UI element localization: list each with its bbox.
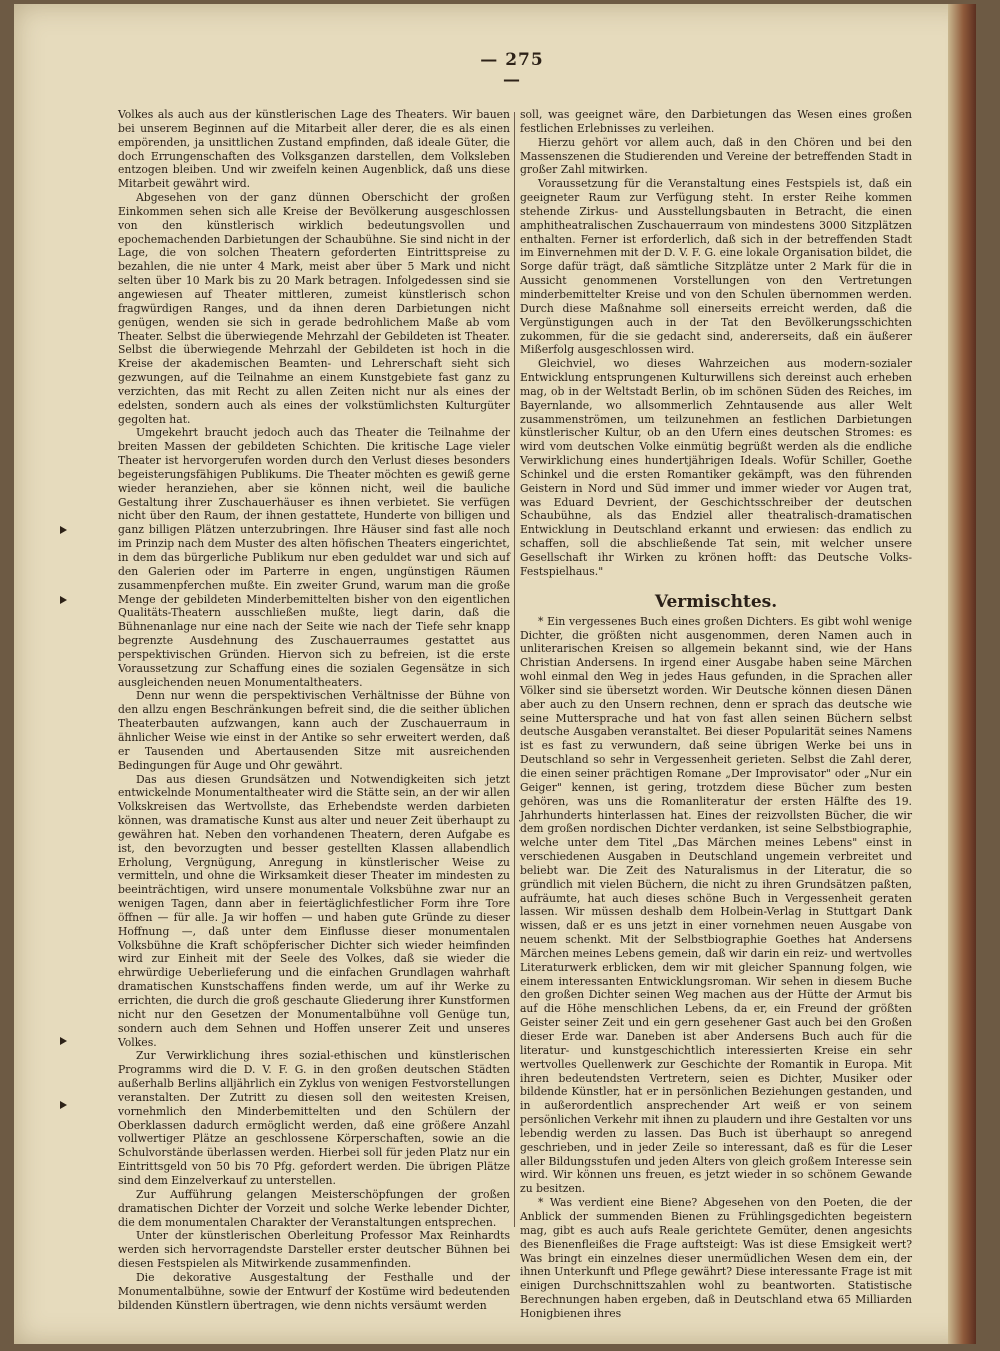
paragraph: Denn nur wenn die perspektivischen Verhältnisse der Bühne von den allzu engen Beschränkungen befreit sind, die die seither üblichen Theaterbauten aufzwangen, kann auch der Zuschauerraum in ähnlicher Weise wie einst in der Antike so sehr erweitert werden, daß er Tausenden und Abertausenden Sitze mit ausreichenden Bedingungen für Auge und Ohr gewährt. <box>118 689 510 772</box>
right-column <box>520 108 912 1321</box>
paragraph: Hierzu gehört vor allem auch, daß in den Chören und bei den Massenszenen die Studierenden und Vereine der betreffenden Stadt in großer Zahl mitwirken. <box>520 135 912 177</box>
paragraph: Zur Aufführung gelangen Meisterschöpfungen der großen dramatischen Dichter der Vorzeit und solche Werke lebender Dichter, die dem monumentalen Charakter der Veranstaltungen entsprechen. <box>118 1187 510 1229</box>
newspaper-page <box>14 4 976 1344</box>
paragraph: Volkes als auch aus der künstlerischen Lage des Theaters. Wir bauen bei unserem Beginnen auf die Mitarbeit aller derer, die es als einen empörenden, ja unsittlichen Zustand empfinden, daß ideale Güter, die doch Errungenschaften des Volksganzen darstellen, dem Volksleben entzogen bleiben. Und wir zweifeln keinen Augenblick, daß uns diese Mitarbeit gewährt wird. <box>118 108 510 191</box>
paragraph: Unter der künstlerischen Oberleitung Professor Max Reinhardts werden sich hervorragendste Darsteller erster deutscher Bühnen bei diesen Festspielen als Mitwirkende zusammenfinden. <box>118 1229 510 1271</box>
paragraph: Gleichviel, wo dieses Wahrzeichen aus modern-sozialer Entwicklung entsprungenen Kulturwillens sich dereinst auch erheben mag, ob in der Weltstadt Berlin, ob im schönen Süden des Reiches, im Bayernlande, wo allsommerlich Zehntausende aus aller Welt zusammenströmen, um teilzunehmen an festlichen Darbietungen künstlerischer Kultur, ob an den Ufern eines deutschen Stromes: es wird vom deutschen Volke einmütig begrüßt werden als die endliche Verwirklichung eines hundertjährigen Ideals. Wofür Schiller, Goethe Schinkel und die ersten Romantiker gekämpft, was den führenden Geistern in Nord und Süd immer und immer wieder vor Augen trat, was Eduard Devrient, der Geschichtsschreiber der deutschen Schaubühne, als das Endziel aller theatralisch-dramatischen Entwicklung in Deutschland erkannt und erwiesen: das endlich zu schaffen, soll die abschließende Tat sein, mit welcher unsere Gesellschaft ihr Wirken zu krönen hofft: das Deutsche Volks-Festspielhaus." <box>520 357 912 578</box>
paragraph: soll, was geeignet wäre, den Darbietungen das Wesen eines großen festlichen Erlebnisses zu verleihen. <box>520 108 912 135</box>
left-column <box>118 108 510 1312</box>
margin-marker-icon <box>60 1101 67 1109</box>
paragraph: Umgekehrt braucht jedoch auch das Theater die Teilnahme der breiten Massen der gebildeten Schichten. Die kritische Lage vieler Theater ist hervorgerufen worden durch den Verlust dieses besonders begeisterungsfähigen Publikums. Die Theater möchten es gewiß gerne wieder heranziehen, aber sie können nicht, weil die bauliche Gestaltung ihrer Zuschauerhäuser es ihnen verbietet. Sie verfügen nicht über den Raum, der ihnen gestattete, Hunderte von billigen und ganz billigen Plätzen unterzubringen. Ihre Häuser sind fast alle noch im Prinzip nach dem Muster des alten höfischen Theaters eingerichtet, in dem das bürgerliche Publikum nur eben geduldet war und sich auf den Galerien oder im Parterre in engen, ungünstigen Räumen zusammenpferchen mußte. Ein zweiter Grund, warum man die große Menge der gebildeten Minderbemittelten bisher von den eigentlichen Qualitäts-Theatern ausschließen mußte, liegt darin, daß die Bühnenanlage nur eine nach der Seite wie nach der Tiefe sehr knapp begrenzte Ausdehnung des Zuschauerraumes gestattet aus perspektivischen Gründen. Hiervon sich zu befreien, ist die erste Voraussetzung zur Schaffung eines die sozialen Gegensätze in sich ausgleichenden neuen Monumentaltheaters. <box>118 426 510 689</box>
paragraph: * Was verdient eine Biene? Abgesehen von den Poeten, die der Anblick der summenden Bienen zu Frühlingsgedichten begeistern mag, gibt es auch aufs Reale gerichtete Gemüter, denen angesichts des Bienenfleißes die Frage auftsteigt: Was ist diese Emsigkeit wert? Was bringt ein einzelnes dieser unermüdlichen Wesen dem ein, der ihnen Unterkunft und Pflege gewährt? Diese interessante Frage ist mit einigen Durchschnittszahlen wohl zu beantworten. Statistische Berechnungen haben ergeben, daß in Deutschland etwa 65 Milliarden Honigbienen ihres <box>520 1196 912 1320</box>
paragraph: Abgesehen von der ganz dünnen Oberschicht der großen Einkommen sehen sich alle Kreise der Bevölkerung ausgeschlossen von den künstlerisch wirklich bedeutungsvollen und epochemachenden Darbietungen der Schaubühne. Sie sind nicht in der Lage, die von solchen Theatern geforderten Eintrittspreise zu bezahlen, die nie unter 4 Mark, meist aber über 5 Mark und nicht selten über 10 Mark bis zu 20 Mark betragen. Infolgedessen sind sie angewiesen auf Theater mittleren, zumeist künstlerisch schon fragwürdigen Ranges, und da ihnen deren Darbietungen nicht genügen, wenden sie sich in gerade bedrohlichem Maße ab vom Theater. Selbst die überwiegende Mehrzahl der Gebildeten ist Theater. Selbst die überwiegende Mehrzahl der Gebildeten ist hoch in die Kreise der akademischen Beamten- und Lehrerschaft sieht sich gezwungen, auf die Teilnahme an einem Kunstgebiete fast ganz zu verzichten, das mit Recht zu allen Zeiten nicht nur als eines der edelsten, sondern auch als eines der volkstümlichsten Kulturgüter gegolten hat. <box>118 191 510 426</box>
paragraph: Das aus diesen Grundsätzen und Notwendigkeiten sich jetzt entwickelnde Monumentaltheater wird die Stätte sein, an der wir allen Volkskreisen das Wertvollste, das Erhebendste werden darbieten können, was dramatische Kunst aus alter und neuer Zeit überhaupt zu gewähren hat. Neben den vorhandenen Theatern, deren Aufgabe es ist, den bevorzugten und besser gestellten Klassen allabendlich Erholung, Vergnügung, Anregung in künstlerischer Weise zu vermitteln, und ohne die Wirksamkeit dieser Theater im mindesten zu beeinträchtigen, wird unsere monumentale Volksbühne zwar nur an wenigen Tagen, dann aber in feiertäglichfestlicher Form ihre Tore öffnen — für alle. Ja wir hoffen — und haben gute Gründe zu dieser Hoffnung —, daß unter dem Einflusse dieser monumentalen Volksbühne die Kraft schöpferischer Dichter sich wieder heimfinden wird zur Einheit mit der Seele des Volkes, daß sie wieder die ehrwürdige Ueberlieferung und die einfachen Grundlagen wahrhaft dramatischen Kunstschaffens finden werde, um auf ihr Werke zu errichten, die durch die groß geschaute Gliederung ihrer Kunstformen nicht nur den Gesetzen der Monumentalbühne voll Genüge tun, sondern auch dem Sehnen und Hoffen unserer Zeit und unseres Volkes. <box>118 772 510 1049</box>
book-spine <box>948 4 976 1344</box>
paragraph: Voraussetzung für die Veranstaltung eines Festspiels ist, daß ein geeigneter Raum zur Verfügung steht. In erster Reihe kommen stehende Zirkus- und Ausstellungsbauten in Betracht, die einen amphitheatralischen Zuschauerraum von mindestens 3000 Sitzplätzen enthalten. Ferner ist erforderlich, daß sich in der betreffenden Stadt im Einvernehmen mit der D. V. F. G. eine lokale Organisation bildet, die Sorge dafür trägt, daß sämtliche Sitzplätze unter 2 Mark für die in Aussicht genommenen Vorstellungen von den Vertretungen minderbemittelter Kreise und von den Schulen übernommen werden. Durch diese Maßnahme soll einerseits erreicht werden, daß die Vergünstigungen auch in der Tat den Bevölkerungsschichten zukommen, für die sie gedacht sind, andererseits, daß ein äußerer Mißerfolg ausgeschlossen wird. <box>520 177 912 357</box>
paragraph: Die dekorative Ausgestaltung der Festhalle und der Monumentalbühne, sowie der Entwurf der Kostüme wird bedeutenden bildenden Künstlern übertragen, wie denn nichts versäumt werden <box>118 1270 510 1312</box>
column-divider <box>514 112 515 1227</box>
margin-marker-icon <box>60 526 67 534</box>
section-heading: Vermischtes. <box>654 591 778 612</box>
paragraph: Zur Verwirklichung ihres sozial-ethischen und künstlerischen Programms wird die D. V. F. G. in den großen deutschen Städten außerhalb Berlins alljährlich ein Zyklus von wenigen Festvorstellungen veranstalten. Der Zutritt zu diesen soll den weitesten Kreisen, vornehmlich den Minderbemittelten und den Schülern der Oberklassen dadurch ermöglicht werden, daß eine größere Anzahl vollwertiger Plätze an geschlossene Körperschaften, sowie an die Schulvorstände überlassen werden. Hierbei soll für jeden Platz nur ein Eintrittsgeld von 50 bis 70 Pfg. gefordert werden. Die übrigen Plätze sind dem Einzelverkauf zu unterstellen. <box>118 1049 510 1187</box>
margin-marker-icon <box>60 596 67 604</box>
page-number: — 275 — <box>480 50 544 90</box>
paragraph: * Ein vergessenes Buch eines großen Dichters. Es gibt wohl wenige Dichter, die größten nicht ausgenommen, deren Namen auch in unliterarischen Kreisen so allgemein bekannt sind, wie der Hans Christian Andersens. In irgend einer Ausgabe haben seine Märchen wohl einmal den Weg in jedes Haus gefunden, in die Sprachen aller Völker sind sie übersetzt worden. Wir Deutsche können diesen Dänen aber auch zu den Unsern rechnen, denn er sprach das deutsche wie seine Muttersprache und hat von fast allen seinen Büchern selbst deutsche Ausgaben veranstaltet. Bei dieser Popularität seines Namens ist es fast zu verwundern, daß seine übrigen Werke bei uns in Deutschland so sehr in Vergessenheit gerieten. Selbst die Zahl derer, die einen seiner prächtigen Romane „Der Improvisator" oder „Nur ein Geiger" kennen, ist gering, trotzdem diese Bücher zum besten gehören, was uns die Romanliteratur der ersten Hälfte des 19. Jahrhunderts hinterlassen hat. Eines der reizvollsten Bücher, die wir dem großen nordischen Dichter verdanken, ist seine Selbstbiographie, welche unter dem Titel „Das Märchen meines Lebens" einst in verschiedenen Ausgaben in Deutschland ungemein verbreitet und beliebt war. Die Zeit des Naturalismus in der Literatur, die so gründlich mit vielen Büchern, die nicht zu ihren Grundsätzen paßten, aufräumte, hat auch dieses schöne Buch in Vergessenheit geraten lassen. Wir müssen deshalb dem Holbein-Verlag in Stuttgart Dank wissen, daß er es uns jetzt in einer vornehmen neuen Ausgabe von neuem schenkt. Mit der Selbstbiographie Goethes hat Andersens Märchen meines Lebens gemein, daß wir darin ein reiz- und wertvolles Literaturwerk erblicken, dem wir mit gleicher Spannung folgen, wie einem interessanten Entwicklungsroman. Wir sehen in diesem Buche den großen Dichter seinen Weg machen aus der Hütte der Armut bis auf die Höhe menschlichen Lebens, da er, ein Freund der größten Geister seiner Zeit und ein gern gesehener Gast auch bei den Großen dieser Erde war. Daneben ist aber Andersens Buch auch für die literatur- und kunstgeschichtlich interessierten Kreise ein sehr wertvolles Quellenwerk zur Geschichte der Romantik in Europa. Mit ihren bedeutendsten Vertretern, seien es Dichter, Musiker oder bildende Künstler, hat er in persönlichen Beziehungen gestanden, und in außerordentlich ansprechender Art weiß er von seinem persönlichen Verkehr mit ihnen zu plaudern und ihre Gestalten vor uns lebendig werden zu lassen. Das Buch ist überhaupt so anregend geschrieben, und in jeder Zeile so interessant, daß es für die Leser aller Bildungsstufen und jeden Alters von gleich großem Interesse sein wird. Wir können uns freuen, es jetzt wieder in so schönem Gewande zu besitzen. <box>520 614 912 1196</box>
margin-marker-icon <box>60 1037 67 1045</box>
